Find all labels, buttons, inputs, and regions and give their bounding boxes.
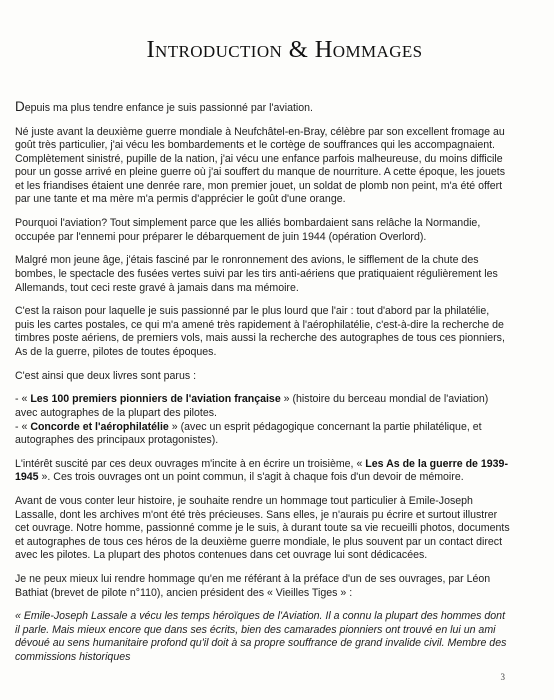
paragraph-why-aviation: Pourquoi l'aviation? Tout simplement parce que les alliés bombardaient sans relâche la Normandie, occupée par l'ennemi pour préparer le débarquement de juin 1944 (opération Overlord).	[15, 217, 481, 243]
paragraph-preface-intro: Je ne peux mieux lui rendre hommage qu'en me référant à la préface d'un de ses ouvrages, par Léon Bathiat (brevet de pilote n°110), ancien président des « Vieilles Tiges » :	[15, 573, 491, 599]
drop-initial: D	[15, 99, 25, 114]
paragraph-third-book: L'intérêt suscité par ces deux ouvrages m'incite à en écrire un troisième, « Les As de la guerre de 1939-1945 ». Ces trois ouvrages ont un point commun, il s'agit à chaque fois d'un devoir de mémoire.	[15, 457, 508, 484]
books-list	[15, 393, 510, 447]
paragraph-books-intro: C'est ainsi que deux livres sont parus :	[15, 369, 197, 382]
paragraph-tribute: Avant de vous conter leur histoire, je souhaite rendre un hommage tout particulier à Emile-Joseph Lassalle, dont les archives m'ont été très précieuses. Sans elles, je n'aurais pu écrire et surtout illustrer cet ouvrage. Notre homme, passionné comme je le suis, à durant toute sa vie recueilli photos, documents et autographes de tous ces héros de la deuxième guerre mondiale, le plus souvent par un contact direct avec les pilotes. La plupart des photos contenues dans cet ouvrage lui sont dédicacées.	[15, 495, 510, 562]
page-title: Introduction & Hommages	[146, 36, 423, 63]
list-item: - « Concorde et l'aérophilatélie » (avec un esprit pédagogique concernant la partie philatélique, et autographes des principaux protagonistes).	[15, 420, 482, 447]
paragraph-philately: C'est la raison pour laquelle je suis passionné par le plus lourd que l'air : tout d'abord par la philatélie, puis les cartes postales, ce qui m'a amené très rapidement à l'aérophilatélie, c'est-à-dire la recherche de timbres poste aériens, de premiers vols, mais aussi la recherche des autographes de tous ces pionniers, As de la guerre, pilotes de toutes époques.	[15, 305, 505, 358]
list-item: - « Les 100 premiers pionniers de l'aviation française » (histoire du berceau mondial de l'aviation) avec autographes de la plupart des pilotes.	[15, 393, 489, 419]
paragraph-intro-text: epuis ma plus tendre enfance je suis passionné par l'aviation.	[24, 102, 313, 114]
page-number: 3	[500, 672, 505, 682]
book-title: Les As de la guerre de 1939-1945	[15, 457, 508, 484]
book-title: Concorde et l'aérophilatélie	[30, 420, 169, 433]
paragraph-intro	[15, 100, 510, 116]
paragraph-birth: Né juste avant la deuxième guerre mondiale à Neufchâtel-en-Bray, célèbre par son excellent fromage au goût très particulier, j'ai vécu les bombardements et le cortège de souffrances qui les accompagnaient. Complètement sinistré, pupille de la nation, j'ai vécu une enfance parfois malheureuse, du moins difficile pour un gosse arrivé en pleine guerre où j'ai souffert du manque de nourriture. A cette époque, les jouets et les friandises étaient une denrée rare, mon premier jouet, un soldat de plomb non peint, m'a été offert par une tante et ma mère m'a permis d'apprécier le goût d'une orange.	[15, 125, 506, 206]
paragraph-fascination: Malgré mon jeune âge, j'étais fasciné par le ronronnement des avions, le sifflement de la chute des bombes, le spectacle des fusées vertes suivi par les tirs anti-aériens que pratiquaient régulièrement les Allemands, tout ceci reste gravé à jamais dans ma mémoire.	[15, 254, 498, 294]
quote-preface: « Emile-Joseph Lassale a vécu les temps héroïques de l'Aviation. Il a connu la plupart des hommes dont il parle. Mais mieux encore que dans ses écrits, bien des camarades pionniers ont trouvé en lui un ami dévoué au sens humanitaire profond qu'il doit à sa propre souffrance de grand invalide civil. Membre des commissions historiques	[15, 610, 507, 663]
book-title: Les 100 premiers pionniers de l'aviation française	[30, 393, 281, 406]
